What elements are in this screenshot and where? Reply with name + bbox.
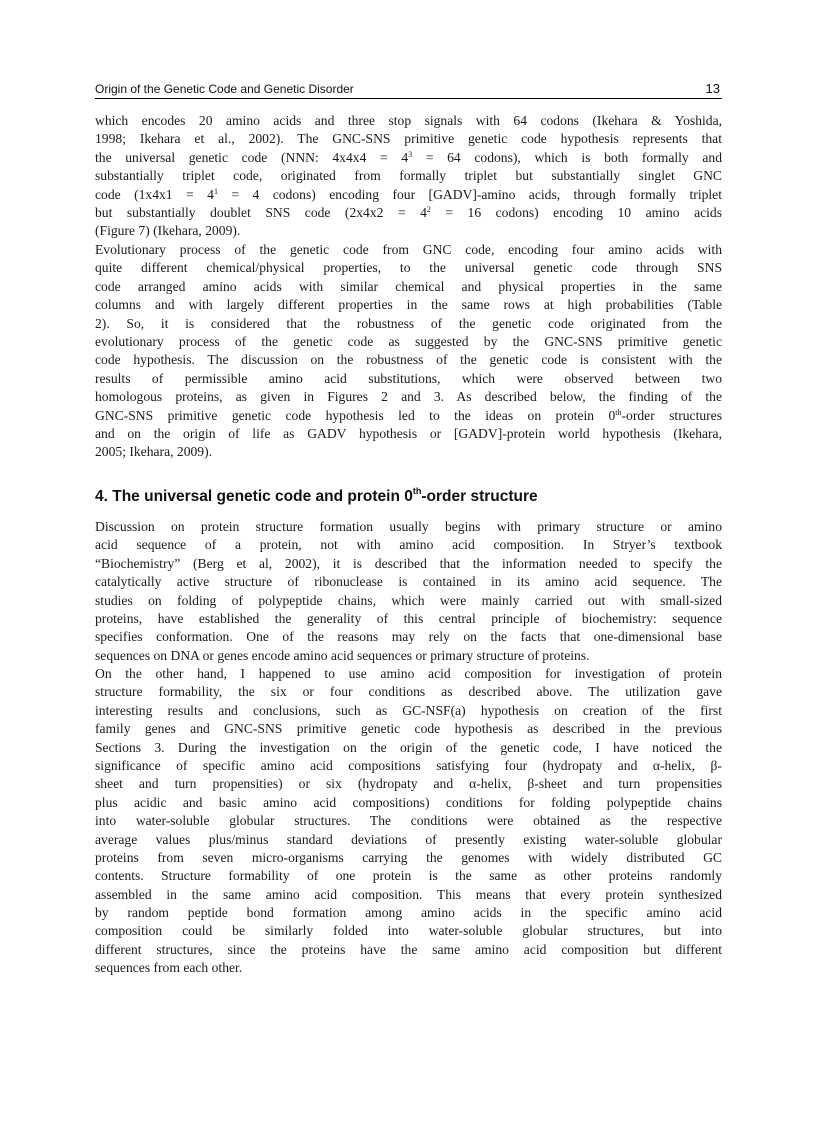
text-line: acid sequence of a protein, not with amino acid composition. In Stryer’s textbook bbox=[95, 537, 722, 553]
text-line: results of permissible amino acid substitutions, which were observed between two bbox=[95, 370, 722, 386]
section-title-main: The universal genetic code and protein 0 bbox=[112, 488, 413, 505]
section-title-tail: -order structure bbox=[421, 488, 538, 505]
running-header bbox=[95, 80, 722, 99]
text-line: sequences from each other. bbox=[95, 960, 243, 976]
text-line: interesting results and conclusions, such as GC-NSF(a) hypothesis on creation of the first bbox=[95, 702, 722, 718]
text-line: by random peptide bond formation among amino acids in the specific amino acid bbox=[95, 905, 722, 921]
text-line: assembled in the same amino acid composition. This means that every protein synthesized bbox=[95, 886, 722, 902]
text-line: code ($1x4x1 = 4^1 = 4$ codons) encoding four [GADV]-amino acids, through formally triplet bbox=[95, 186, 722, 202]
page-number: 13 bbox=[705, 81, 720, 96]
text-line: specifies conformation. One of the reasons may rely on the facts that one-dimensional base bbox=[95, 629, 722, 645]
text-line: plus acidic and basic amino acid compositions) conditions for folding polypeptide chains bbox=[95, 794, 722, 810]
text-line: catalytically active structure of ribonuclease is contained in its amino acid sequence. The bbox=[95, 574, 722, 590]
text-line: studies on folding of polypeptide chains, which were mainly carried out with small-sized bbox=[95, 592, 722, 608]
text-line: 1998; Ikehara et al., 2002). The GNC-SNS primitive genetic code hypothesis represents that bbox=[95, 131, 722, 147]
superscript: 3 bbox=[408, 149, 413, 159]
running-title: Origin of the Genetic Code and Genetic Disorder bbox=[95, 82, 354, 96]
text-line: homologous proteins, as given in Figures 2 and 3. As described below, the finding of the bbox=[95, 389, 722, 405]
text-line: evolutionary process of the genetic code as suggested by the GNC-SNS primitive genetic bbox=[95, 333, 722, 349]
text-line: code arranged amino acids with similar chemical and physical properties in the same bbox=[95, 278, 722, 294]
text-line: On the other hand, I happened to use amino acid composition for investigation of protein bbox=[95, 666, 722, 681]
text-line: family genes and GNC-SNS primitive genetic code hypothesis as described in the previous bbox=[95, 721, 722, 737]
superscript: 1 bbox=[213, 186, 218, 196]
text-line: into water-soluble globular structures. The conditions were obtained as the respective bbox=[95, 813, 722, 829]
text-line: the universal genetic code (NNN: $4x4x4 = 4^3 = 64$ codons), which is both formally and bbox=[95, 149, 722, 165]
text-line: columns and with largely different properties in the same rows at high probabilities (Table bbox=[95, 297, 722, 313]
text-line: and on the origin of life as GADV hypothesis or [GADV]-protein world hypothesis (Ikehara, bbox=[95, 425, 722, 441]
text-line: Sections 3. During the investigation on the origin of the genetic code, I have noticed the bbox=[95, 739, 722, 755]
paragraph-amino-acid-composition bbox=[95, 665, 722, 978]
text-line: 2). So, it is considered that the robustness of the genetic code originated from the bbox=[95, 315, 722, 331]
text-line: proteins from seven micro-organisms carrying the genomes with widely distributed GC bbox=[95, 849, 722, 865]
text-line: average values plus/minus standard deviations of presently existing water-soluble globular bbox=[95, 831, 722, 847]
text-line: Discussion on protein structure formation usually begins with primary structure or amino bbox=[95, 519, 722, 534]
text-line: structure formability, the six or four conditions as described above. The utilization gave bbox=[95, 684, 722, 700]
text-line: which encodes 20 amino acids and three stop signals with 64 codons (Ikehara & Yoshida, bbox=[95, 113, 722, 128]
section-number: 4. bbox=[95, 488, 108, 505]
text-line: significance of specific amino acid compositions satisfying four (hydropaty and α-helix, β- bbox=[95, 757, 722, 773]
text-line: sheet and turn propensities) or six (hydropaty and α-helix, β-sheet and turn propensities bbox=[95, 776, 722, 792]
text-line: sequences on DNA or genes encode amino acid sequences or primary structure of proteins. bbox=[95, 647, 590, 663]
text-line: proteins, have established the generality of this central principle of biochemistry: sequence bbox=[95, 610, 722, 626]
text-line: (Figure 7) (Ikehara, 2009). bbox=[95, 223, 241, 239]
text-line: different structures, since the proteins have the same amino acid composition but different bbox=[95, 941, 722, 957]
superscript: th bbox=[615, 407, 622, 417]
paragraph-evolutionary-process bbox=[95, 241, 722, 462]
text-line: substantially triplet code, originated from formally triplet but substantially singlet GNC bbox=[95, 168, 722, 184]
paragraph-genetic-code-hypothesis bbox=[95, 112, 722, 241]
text-line: quite different chemical/physical properties, to the universal genetic code through SNS bbox=[95, 260, 722, 276]
text-line: but substantially doublet SNS code ($2x4x2 = 4^2 = 16$ codons) encoding 10 amino acids bbox=[95, 204, 722, 220]
section-heading bbox=[95, 488, 722, 506]
text-line: composition could be similarly folded into water-soluble globular structures, but into bbox=[95, 923, 722, 939]
section-title-superscript: th bbox=[412, 486, 422, 496]
text-line: Evolutionary process of the genetic code from GNC code, encoding four amino acids with bbox=[95, 242, 722, 257]
paragraph-protein-structure-formation bbox=[95, 518, 722, 665]
superscript: 2 bbox=[426, 204, 431, 214]
text-line: “Biochemistry” (Berg et al, 2002), it is described that the information needed to specify the bbox=[95, 555, 722, 571]
text-line: code hypothesis. The discussion on the robustness of the genetic code is consistent with the bbox=[95, 352, 722, 368]
text-line: 2005; Ikehara, 2009). bbox=[95, 444, 213, 460]
text-line: GNC-SNS primitive genetic code hypothesis led to the ideas on protein 0th-order structures bbox=[95, 407, 722, 423]
text-line: contents. Structure formability of one protein is the same as other proteins randomly bbox=[95, 868, 722, 884]
